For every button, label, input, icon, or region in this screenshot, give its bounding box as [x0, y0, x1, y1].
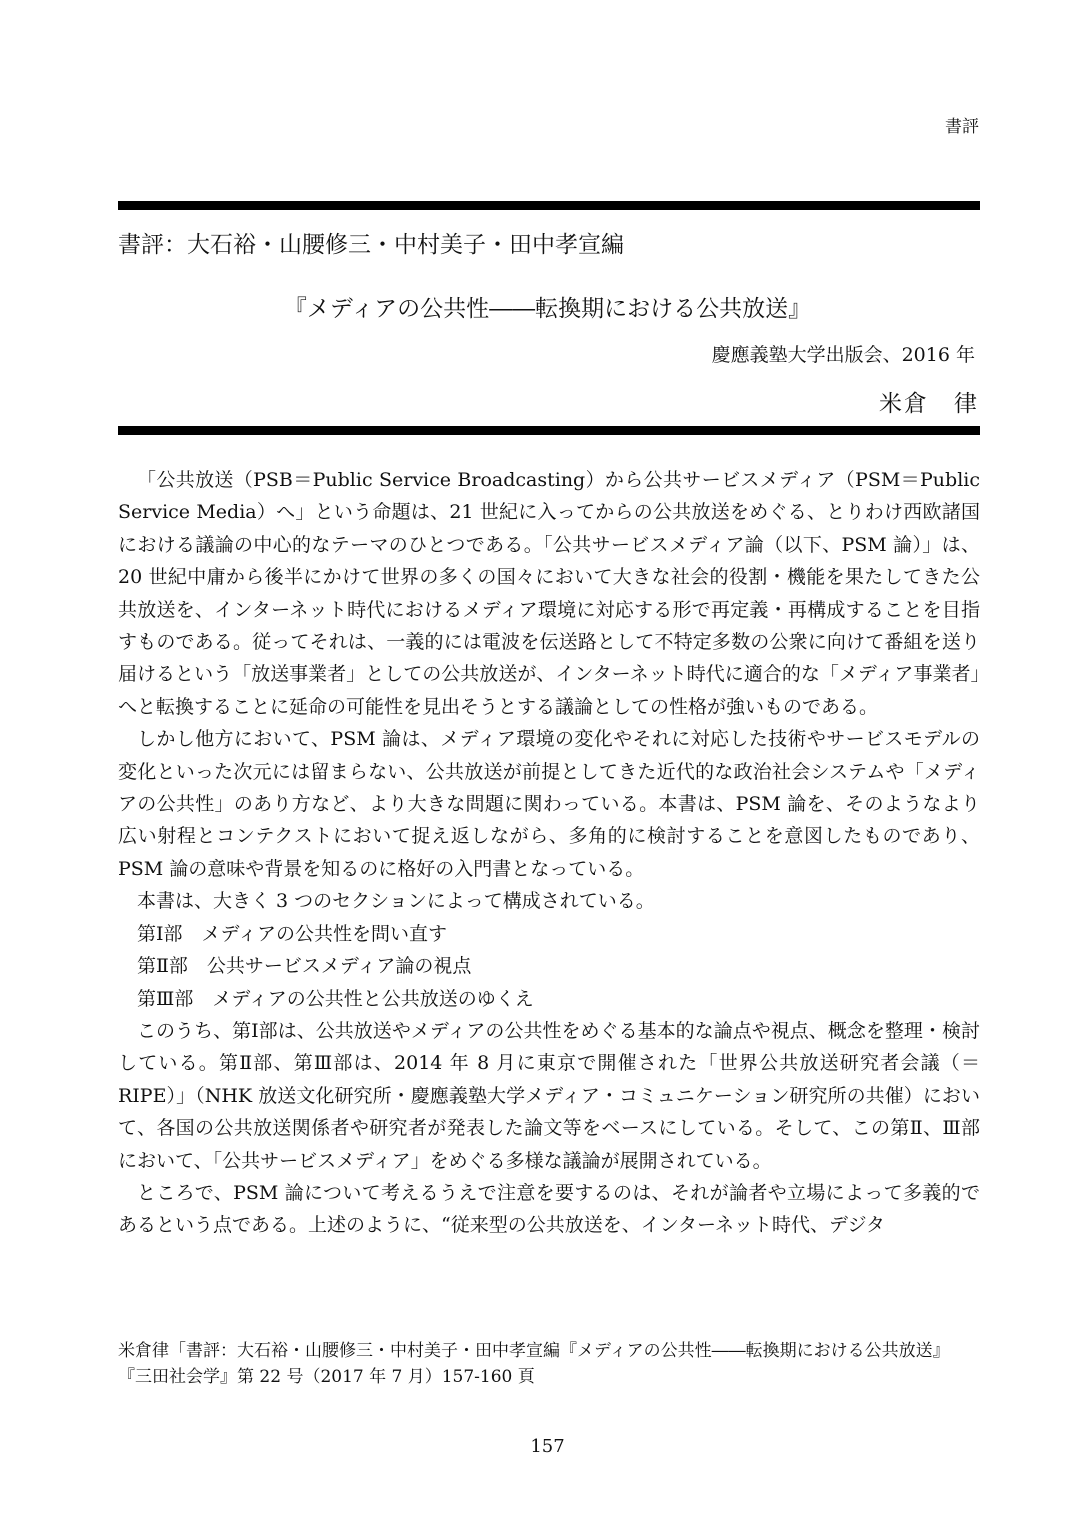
review-heading: 書評：大石裕・山腰修三・中村美子・田中孝宣編 [118, 232, 624, 258]
citation-line-1: 米倉律「書評：大石裕・山腰修三・中村美子・田中孝宣編『メディアの公共性――転換期における公共放送』 [118, 1341, 950, 1361]
body-paragraph-3: 本書は、大きく 3 つのセクションによって構成されている。 [137, 890, 655, 913]
page-number: 157 [530, 1436, 565, 1457]
article-body [118, 464, 980, 1324]
publisher-line: 慶應義塾大学出版会、2016 年 [711, 344, 975, 366]
body-paragraph-5: ところで、PSM 論について考えるうえで注意を要するのは、それが論者や立場によって多義的であるという点である。上述のように、“従来型の公共放送を、インターネット時代、デジタ [118, 1181, 980, 1237]
body-paragraph-4: このうち、第Ⅰ部は、公共放送やメディアの公共性をめぐる基本的な論点や視点、概念を整理・検討している。第Ⅱ部、第Ⅲ部は、2014 年 8 月に東京で開催された「世界公共放送研究者会議（＝RIPE）」（NHK 放送文化研究所・慶應義塾大学メディア・コミュニケーション研究所の共催）において、各国の公共放送関係者や研究者が発表した論文等をベースにしている。そして、この第Ⅱ、Ⅲ部において、「公共サービスメディア」をめぐる多様な議論が展開されている。 [118, 1019, 980, 1172]
header-bottom-rule [118, 426, 980, 435]
section-list-item-part-3: 第Ⅲ部 メディアの公共性と公共放送のゆくえ [137, 987, 534, 1010]
running-head: 書評 [945, 117, 979, 137]
citation-line-2: 『三田社会学』第 22 号（2017 年 7 月）157-160 頁 [118, 1367, 535, 1387]
body-paragraph-1: 「公共放送（PSB＝Public Service Broadcasting）から公共サービスメディア（PSM＝Public Service Media）へ」という命題は、21 世紀に入ってからの公共放送をめぐる、とりわけ西欧諸国における議論の中心的なテーマのひとつである。「公共サービスメディア論（以下、PSM 論）」は、20 世紀中庸から後半にかけて世界の多くの国々において大きな社会的役割・機能を果たしてきた公共放送を、インターネット時代におけるメディア環境に対応する形で再定義・再構成することを目指すものである。従ってそれは、一義的には電波を伝送路として不特定多数の公衆に向けて番組を送り届けるという「放送事業者」としての公共放送が、インターネット時代に適合的な「メディア事業者」へと転換することに延命の可能性を見出そうとする議論としての性格が強いものである。 [118, 469, 980, 718]
citation-footer [118, 1338, 980, 1390]
section-list-item-part-1: 第Ⅰ部 メディアの公共性を問い直す [137, 922, 447, 945]
body-paragraph-2: しかし他方において、PSM 論は、メディア環境の変化やそれに対応した技術やサービスモデルの変化といった次元には留まらない、公共放送が前提としてきた近代的な政治社会システムや「メディアの公共性」のあり方など、より大きな問題に関わっている。本書は、PSM 論を、そのようなより広い射程とコンテクストにおいて捉え返しながら、多角的に検討することを意図したものであり、PSM 論の意味や背景を知るのに格好の入門書となっている。 [118, 728, 980, 880]
reviewer-name: 米倉 律 [879, 391, 979, 417]
book-title: 『メディアの公共性――転換期における公共放送』 [283, 296, 812, 322]
section-list-item-part-2: 第Ⅱ部 公共サービスメディア論の視点 [137, 955, 472, 978]
header-top-rule [118, 201, 980, 210]
